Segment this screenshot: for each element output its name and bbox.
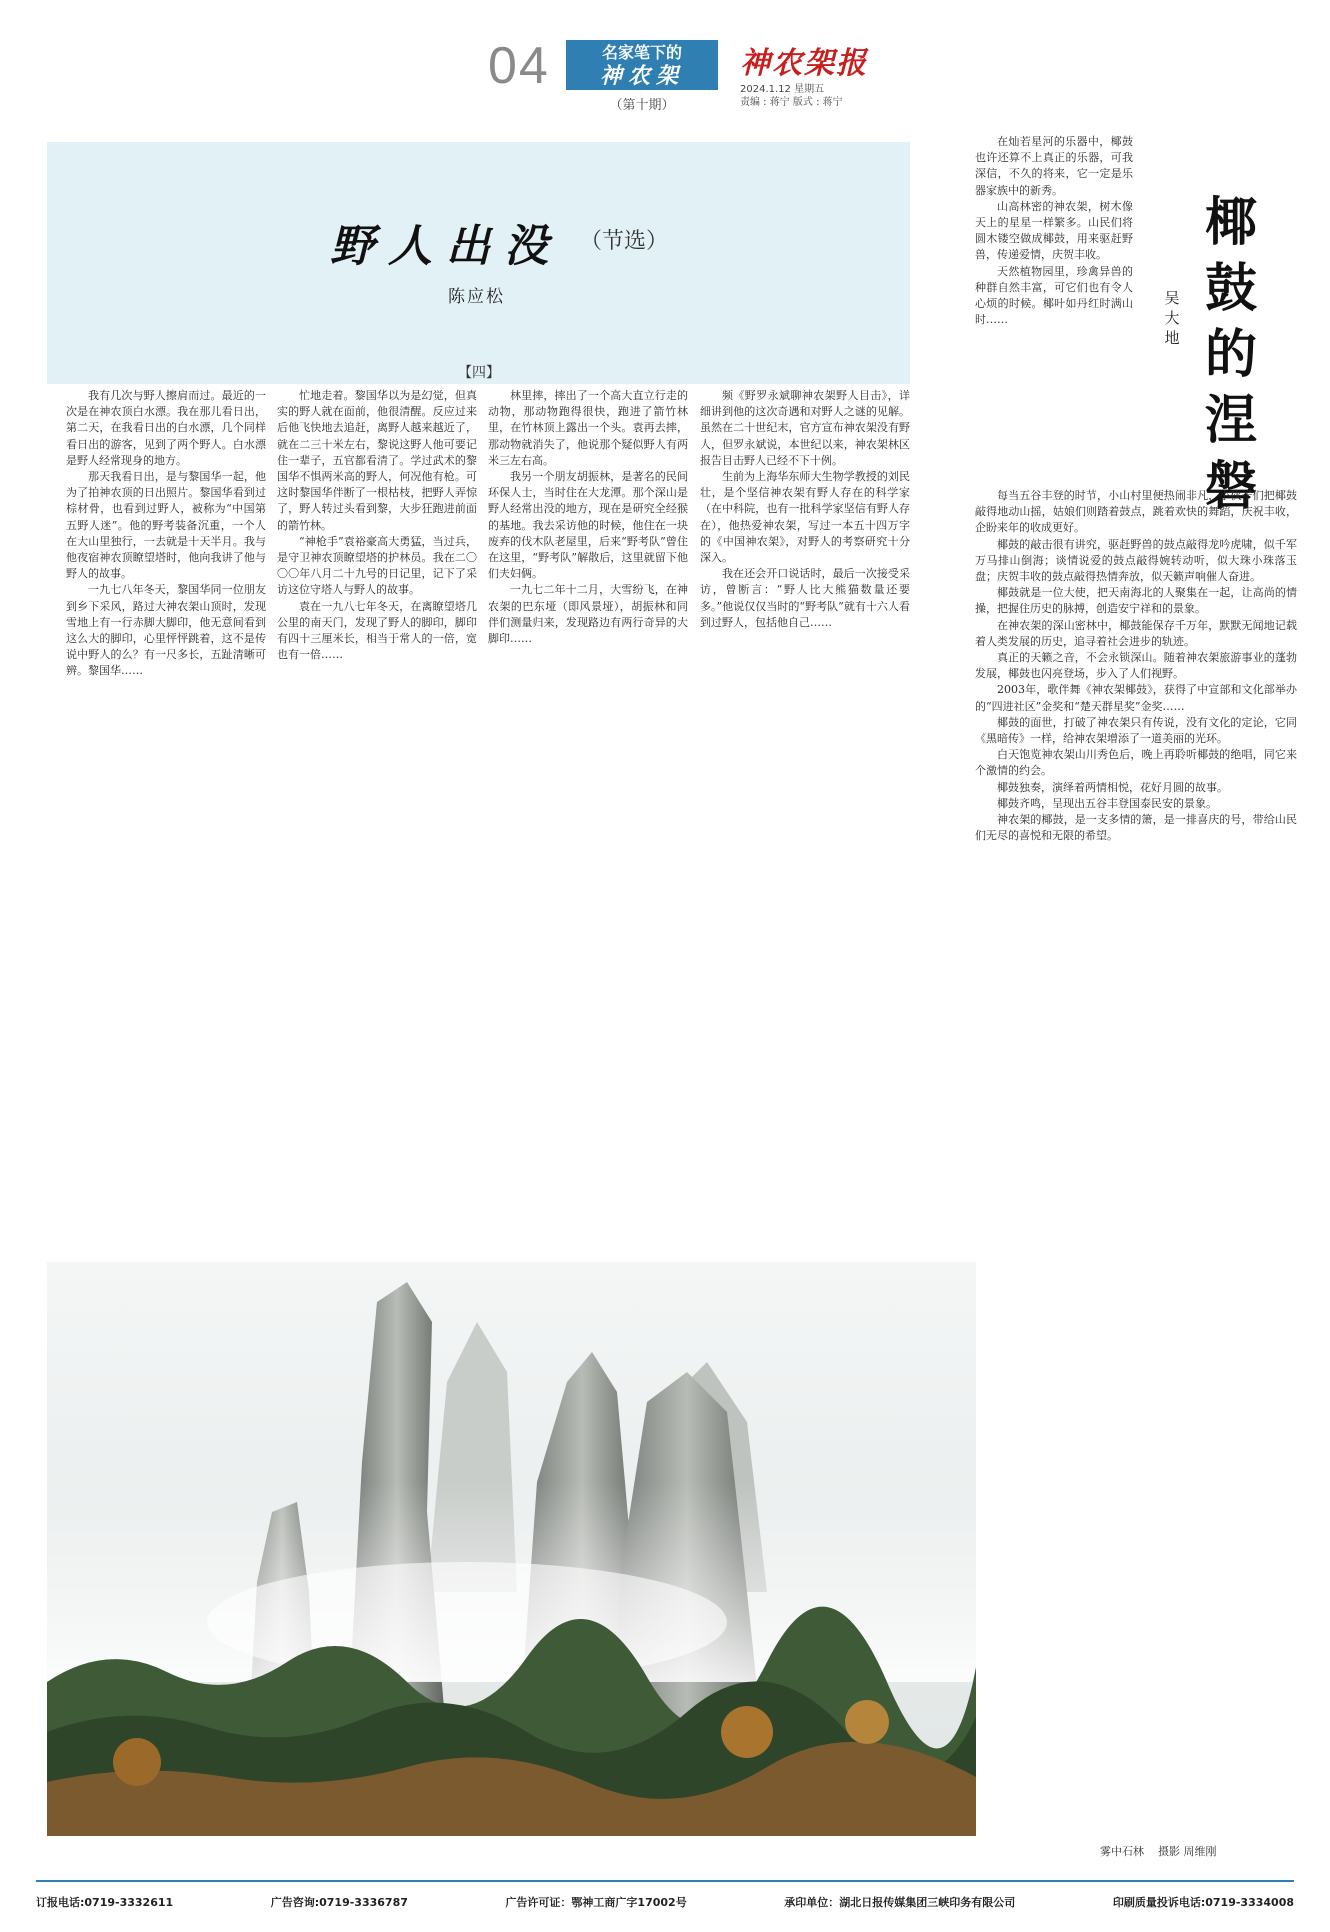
- paragraph: 生前为上海华东师大生物学教授的刘民壮，是个坚信神农架有野人存在的科学家（在中科院，也有一批科学家坚信有野人存在），他热爱神农架，写过一本五十四万字的《中国神农架》，对野人的考察研究十分深入。: [700, 470, 910, 565]
- paragraph: 山高林密的神农架，树木像天上的星星一样繁多。山民们将圆木镂空做成椰鼓，用来驱赶野兽，传递爱情，庆贺丰收。: [975, 199, 1133, 262]
- paragraph: 袁在一九八七年冬天，在离瞭望塔几公里的南天门，发现了野人的脚印，脚印有四十三厘米长，相当于常人的一倍，宽也有一倍……: [277, 599, 477, 662]
- article-title: 野人出没: [330, 221, 562, 272]
- section-tag-main: 神农架: [599, 63, 684, 89]
- author-char: 地: [1164, 329, 1180, 347]
- article-title-note: （节选）: [580, 229, 669, 254]
- section-tag: [566, 40, 718, 90]
- photo-caption: [1100, 1843, 1217, 1859]
- photo-credit: 摄影 周维刚: [1158, 1845, 1217, 1858]
- article2-column-main: [975, 488, 1297, 1833]
- date-line: 2024.1.12 星期五: [740, 84, 825, 95]
- printer: 承印单位：湖北日报传媒集团三峡印务有限公司: [784, 1896, 1016, 1909]
- issue-number: （第十期）: [609, 98, 675, 113]
- paragraph: 椰鼓就是一位大使，把天南海北的人聚集在一起，让高尚的情操，把握住历史的脉搏，创造安宁祥和的景象。: [975, 586, 1297, 616]
- paragraph: 真正的天籁之音，不会永锁深山。随着神农架旅游事业的蓬勃发展，椰鼓也闪亮登场，步入了人们视野。: [975, 651, 1297, 681]
- article1-column-1: [66, 388, 266, 1238]
- paragraph: 林里摔，摔出了一个高大直立行走的动物，那动物跑得很快，跑进了箭竹林里，在竹林顶上露出一个头。袁再去摔，那动物就消失了，他说那个疑似野人有两米三左右高。: [488, 389, 688, 467]
- paragraph: 白天饱览神农架山川秀色后，晚上再聆听椰鼓的绝唱，同它来个激情的约会。: [975, 748, 1297, 778]
- paragraph: 椰鼓的敲击很有讲究，驱赶野兽的鼓点敲得龙吟虎啸，似千军万马排山倒海；谈情说爱的鼓点敲得婉转动听，似大珠小珠落玉盘；庆贺丰收的鼓点敲得热情奔放，似天籁声响催人奋进。: [975, 537, 1297, 584]
- ad-license: 广告许可证：鄂神工商广字17002号: [505, 1896, 687, 1909]
- author-char: 大: [1164, 309, 1180, 327]
- ads-phone: 广告咨询:0719-3336787: [270, 1896, 408, 1909]
- paragraph: 神农架的椰鼓，是一支多情的箫，是一排喜庆的号，带给山民们无尽的喜悦和无限的希望。: [975, 813, 1297, 843]
- footer-divider: [36, 1880, 1294, 1882]
- section-tag-top: 名家笔下的: [601, 43, 682, 62]
- article1-column-3: [488, 388, 688, 1238]
- paragraph: 椰鼓齐鸣，呈现出五谷丰登国泰民安的景象。: [997, 796, 1217, 810]
- paragraph: 每当五谷丰登的时节，小山村里便热闹非凡，小伙子们把椰鼓敲得地动山摇，姑娘们则踏着鼓点，跳着欢快的舞蹈，庆祝丰收，企盼来年的收成更好。: [975, 489, 1297, 535]
- paragraph: “神枪手”袁裕豪高大勇猛，当过兵，是守卫神农顶瞭望塔的护林员。我在二〇〇〇年八月二十九号的日记里，记下了采访这位守塔人与野人的故事。: [277, 534, 477, 597]
- article-section-marker: 【四】: [458, 365, 500, 381]
- article1-column-2: [277, 388, 477, 1238]
- photo-caption-title: 雾中石林: [1100, 1845, 1144, 1858]
- paragraph: 忙地走着。黎国华以为是幻觉，但真实的野人就在面前，他很清醒。反应过来后他飞快地去追赶，离野人越来越近了，就在二三十米左右，黎说这野人他可要记住一辈子，五官都看清了。学过武术的黎国华不惧两米高的野人，何况他有枪。可这时黎国华伴断了一根枯枝，把野人弄惊了，野人转过头看到黎，大步狂跑进前面的箭竹林。: [277, 389, 477, 532]
- title-char: 涅: [1204, 390, 1257, 451]
- article-author: 陈应松: [448, 287, 505, 307]
- paragraph: 在灿若星河的乐器中，椰鼓也许还算不上真正的乐器，可我深信，不久的将来，它一定是乐器家族中的新秀。: [975, 135, 1133, 197]
- subscribe-phone: 订报电话:0719-3332611: [36, 1896, 174, 1909]
- editor-line: 责编 : 蒋宁 版式 : 蒋宁: [740, 97, 843, 108]
- paragraph: 椰鼓的面世，打破了神农架只有传说，没有文化的定论，它同《黑暗传》一样，给神农架增添了一道美丽的光环。: [975, 715, 1297, 746]
- article2-author: [1162, 288, 1182, 348]
- page-number: 04: [488, 37, 550, 95]
- complaint-phone: 印刷质量投诉电话:0719-3334008: [1112, 1896, 1294, 1909]
- paragraph: 椰鼓独奏，演绎着两情相悦，花好月圆的故事。: [997, 780, 1228, 794]
- article2-title: [1196, 190, 1266, 520]
- paragraph: 我有几次与野人擦肩而过。最近的一次是在神农顶白水漂。我在那儿看日出，第二天，在我看日出的白水漂，几个同样看日出的游客，见到了两个野人。白水漂是野人经常现身的地方。: [66, 389, 266, 467]
- paragraph: 我另一个朋友胡振林，是著名的民间环保人士，当时住在大龙潭。那个深山是野人经常出没的地方，现在是研究全经猴的基地。我去采访他的时候，他住在一块废弃的伐木队老屋里，后来“野考队”曾住在这里，“野考队”解散后，这里就留下他们夫妇俩。: [488, 470, 688, 581]
- paragraph: 在神农架的深山密林中，椰鼓能保存千万年，默默无闻地记载着人类发展的历史，追寻着社会进步的轨迹。: [975, 618, 1297, 648]
- paragraph: 天然植物园里，珍禽异兽的种群自然丰富，可它们也有令人心烦的时候。椰叶如丹红时满山时……: [975, 264, 1133, 327]
- title-char: 磐: [1204, 456, 1257, 517]
- paragraph: 2003年，歌伴舞《神农架椰鼓》，获得了中宣部和文化部举办的“四进社区”金奖和“楚天群星奖”金奖……: [975, 683, 1297, 713]
- page-header: [0, 0, 1330, 120]
- paragraph: 一九七二年十二月，大雪纷飞，在神农架的巴东垭（即风景垭），胡振林和同伴们测量归来，发现路边有两行奇异的大脚印……: [488, 583, 688, 646]
- article2-column-top: [975, 134, 1133, 484]
- author-char: 吴: [1164, 289, 1180, 307]
- newspaper-brand: 神农架报: [740, 46, 868, 81]
- title-char: 的: [1204, 324, 1257, 385]
- landscape-photo: [47, 1262, 976, 1836]
- page-footer: [36, 1894, 1294, 1910]
- paragraph: 我在还会开口说话时，最后一次接受采访，曾断言：“野人比大熊猫数量还要多。”他说仅仅当时的“野考队”就有十六人看到过野人，包括他自己……: [700, 567, 910, 629]
- paragraph: 一九七八年冬天，黎国华同一位朋友到乡下采风，路过大神农架山顶时，发现雪地上有一行赤脚大脚印，他无意间看到这么大的脚印，心里怦怦跳着，这不是传说中野人的么？有一尺多长，五趾清晰可辨。黎国华……: [66, 583, 266, 678]
- stone-forest-illustration: [47, 1262, 976, 1836]
- title-char: 鼓: [1204, 258, 1257, 319]
- title-char: 椰: [1204, 192, 1257, 253]
- paragraph: 频《野罗永斌聊神农架野人目击》，详细讲到他的这次奇遇和对野人之谜的见解。虽然在二十世纪末，官方宣布神农架没有野人，但罗永斌说，本世纪以来，神农架林区报告目击野人已经不下十例。: [700, 389, 910, 467]
- article1-column-4: [700, 388, 910, 1238]
- paragraph: 那天我看日出，是与黎国华一起，他为了拍神农顶的日出照片。黎国华看到过棕材骨，也看到过野人，被称为“中国第五野人迷”。他的野考装备沉重，一个人在大山里独行，一去就是十天半月。我与他夜宿神农顶瞭望塔时，他向我讲了他与野人的故事。: [66, 470, 266, 581]
